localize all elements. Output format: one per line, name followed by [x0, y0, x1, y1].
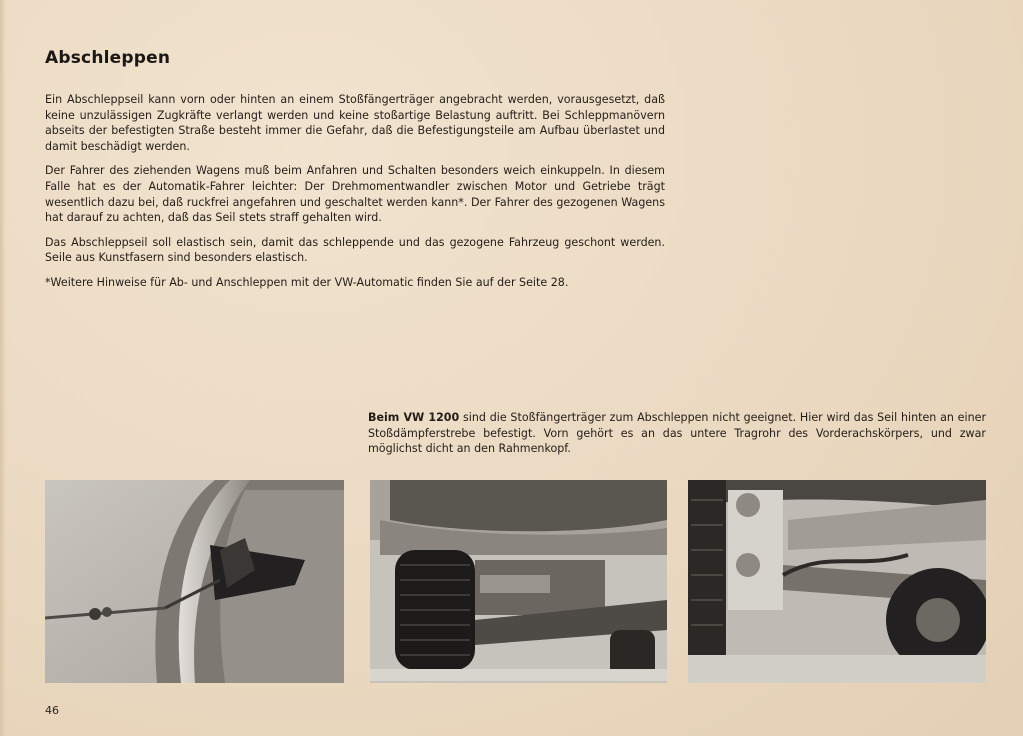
caption-bold-lead: Beim VW 1200 [368, 411, 460, 424]
page-heading: Abschleppen [45, 48, 171, 68]
photo-front-axle-underside [370, 480, 667, 683]
body-text [45, 92, 665, 300]
paragraph-rope-elasticity: Das Abschleppseil soll elastisch sein, damit das schleppende und das gezogene Fahrzeug geschont werden. Seile aus Kunstfasern sind besonders elastisch. [45, 235, 665, 265]
page-number: 46 [45, 704, 59, 717]
paragraph-driver-instructions: Der Fahrer des ziehenden Wagens muß beim Anfahren und Schalten besonders weich einkuppeln. In diesem Falle hat es der Automatik-Fahrer leichter: Der Drehmomentwandler zwischen Motor und Getriebe trägt wesentlich dazu bei, daß ruckfrei angefahren und geschaltet werden kann*. Der Fahrer des gezogenen Wagens hat darauf zu achten, daß das Seil stets straff gehalten wird. [45, 164, 665, 225]
photo-front-axle-tube [688, 480, 986, 683]
photo-caption [368, 410, 986, 457]
page-edge-shadow [0, 0, 6, 736]
paragraph-rope-attachment: Ein Abschleppseil kann vorn oder hinten an einem Stoßfängerträger angebracht werden, vorausgesetzt, daß keine unzulässigen Zugkräfte verlangt werden und keine stoßartige Belastung auftritt. Bei Schleppmanövern abseits der befestigten Straße besteht immer die Gefahr, daß die Befestigungsteile am Aufbau überlastet und damit beschädigt werden. [45, 93, 665, 153]
caption-text: sind die Stoßfängerträger zum Abschleppen nicht geeignet. Hier wird das Seil hinten an einer Stoßdämpferstrebe befestigt. Vorn gehört es an das untere Tragrohr des Vorderachskörpers, und zwar möglichst dicht an den Rahmenkopf. [368, 411, 987, 456]
paragraph-footnote: *Weitere Hinweise für Ab- und Anschleppen mit der VW-Automatic finden Sie auf der Seite 28. [45, 275, 569, 289]
photo-rear-tow-point [45, 480, 344, 683]
